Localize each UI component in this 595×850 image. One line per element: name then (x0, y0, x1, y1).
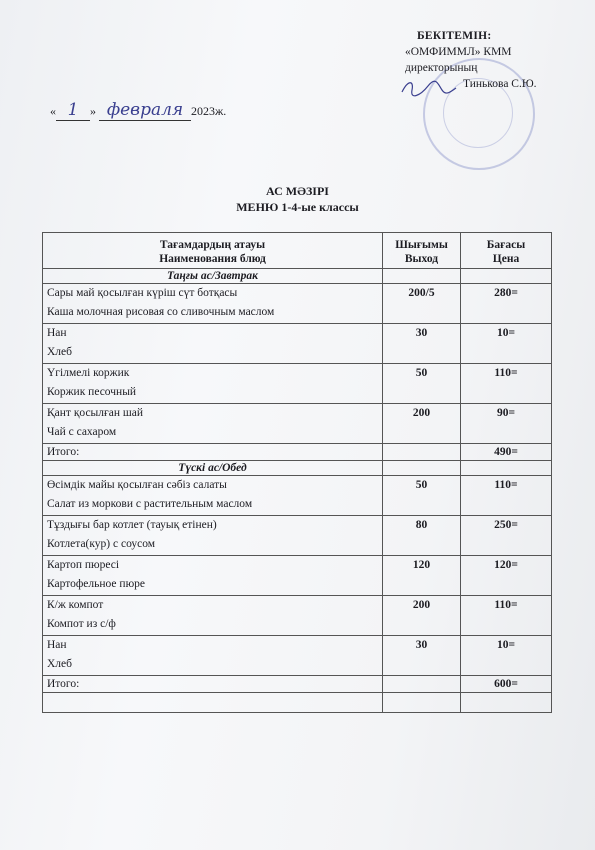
date-close-quote: » (90, 104, 96, 118)
date-open-quote: « (50, 104, 56, 118)
header-dish-name: Тағамдардың атауы Наименования блюд (43, 233, 383, 269)
section-lunch: Түскі ас/Обед (43, 461, 552, 476)
approval-org: «ОМФИММЛ» КММ (405, 46, 512, 58)
menu-title-kz: АС МӘЗІРІ (266, 184, 329, 198)
lunch-total-row: Итого: 600= (43, 676, 552, 693)
table-row: К/ж компот Компот из с/ф 200 110= (43, 596, 552, 636)
menu-table (42, 232, 552, 713)
table-row: Қант қосылған шай Чай с сахаром 200 90= (43, 404, 552, 444)
empty-row (43, 693, 552, 713)
approval-signer: Тинькова С.Ю. (463, 78, 537, 90)
section-breakfast: Таңғы ас/Завтрак (43, 269, 552, 284)
breakfast-total-row: Итого: 490= (43, 444, 552, 461)
table-row: Картоп пюресі Картофельное пюре 120 120= (43, 556, 552, 596)
handwritten-signature (398, 78, 458, 100)
table-header-row (43, 233, 552, 269)
header-price: Бағасы Цена (461, 233, 552, 269)
date-month: февраля (106, 100, 184, 120)
approval-heading: БЕКІТЕМІН: (417, 30, 492, 42)
document-date (50, 100, 226, 121)
table-row: Тұздығы бар котлет (тауық етінен) Котлета(кур) с соусом 80 250= (43, 516, 552, 556)
menu-title-ru: МЕНЮ 1-4-ые классы (236, 200, 359, 214)
approval-role: директорының (405, 62, 478, 74)
table-row: Өсімдік майы қосылған сәбіз салаты Салат из моркови с растительным маслом 50 110= (43, 476, 552, 516)
table-row: Үгілмелі коржик Коржик песочный 50 110= (43, 364, 552, 404)
date-year: 2023ж. (191, 104, 227, 118)
table-row: Нан Хлеб 30 10= (43, 636, 552, 676)
date-day: 1 (67, 100, 79, 120)
table-row: Нан Хлеб 30 10= (43, 324, 552, 364)
table-row: Сары май қосылған күріш сүт ботқасы Каша молочная рисовая со сливочным маслом 200/5 280= (43, 284, 552, 324)
header-yield: Шығымы Выход (383, 233, 461, 269)
